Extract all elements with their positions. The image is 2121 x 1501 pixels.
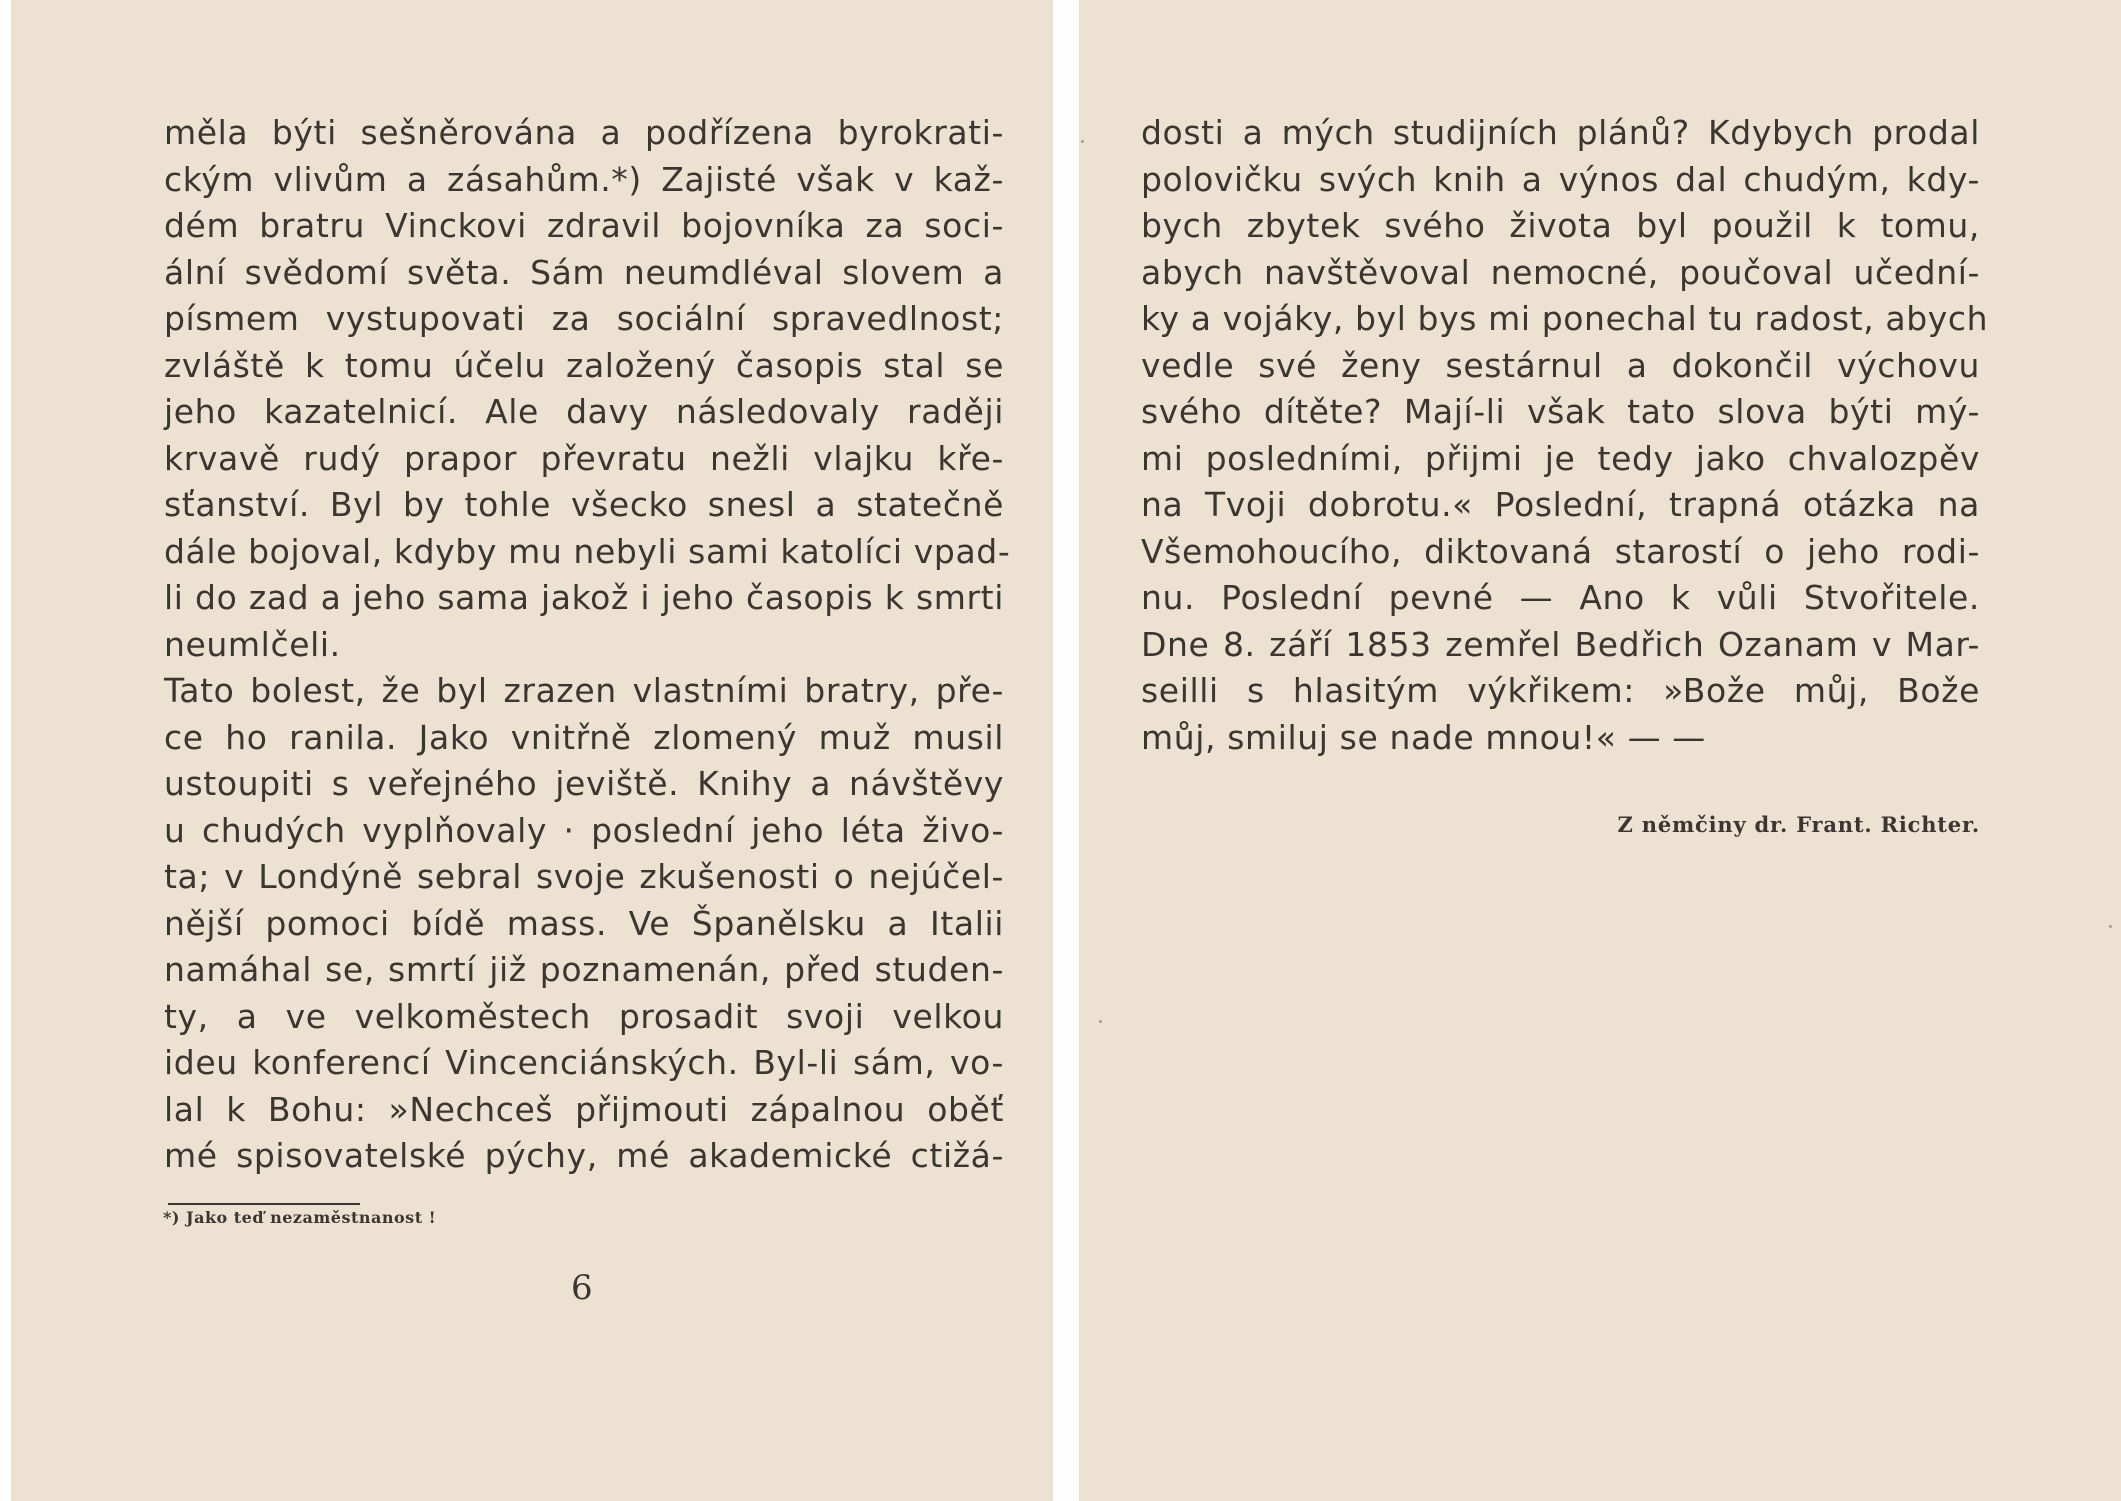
text-line: ky a vojáky, byl bys mi ponechal tu radost, abych xyxy=(1141,299,1989,338)
text-line: zvláště k tomu účelu založený časopis stal se xyxy=(164,345,1004,385)
text-line: nější pomoci bídě mass. Ve Španělsku a Italii xyxy=(164,903,1004,943)
footnote-divider xyxy=(168,1203,360,1205)
right-page xyxy=(1079,0,2121,1501)
text-line: sťanství. Byl by tohle všecko snesl a statečně xyxy=(164,485,1004,524)
paper-speck xyxy=(1081,140,1084,143)
text-line: Všemohoucího, diktovaná starostí o jeho rodi- xyxy=(1141,531,1980,571)
paper-speck xyxy=(1099,1020,1102,1023)
text-line: namáhal se, smrtí již poznamenán, před studen- xyxy=(164,950,1004,989)
text-line: Dne 8. září 1853 zemřel Bedřich Ozanam v Mar- xyxy=(1141,624,1980,664)
text-line: lal k Bohu: »Nechceš přijmouti zápalnou oběť xyxy=(164,1089,1004,1129)
text-line: ta; v Londýně sebral svoje zkušenosti o nejúčel- xyxy=(164,857,1004,896)
text-line: u chudých vyplňovaly · poslední jeho léta živo- xyxy=(164,810,1004,850)
text-line: ideu konferencí Vincenciánských. Byl-li sám, vo- xyxy=(164,1043,1004,1082)
text-line: ce ho ranila. Jako vnitřně zlomený muž musil xyxy=(164,717,1004,757)
left-page-body xyxy=(164,110,1011,1180)
page-number: 6 xyxy=(571,1268,593,1308)
text-line: mi posledními, přijmi je tedy jako chvalozpěv xyxy=(1141,438,1980,478)
text-line: nu. Poslední pevné — Ano k vůli Stvořitele. xyxy=(1141,578,1980,617)
text-line: ustoupiti s veřejného jeviště. Knihy a návštěvy xyxy=(164,764,1004,803)
text-line: můj, smiluj se nade mnou!« — — xyxy=(1141,717,1706,757)
text-line: jeho kazatelnicí. Ale davy následovaly raději xyxy=(164,392,1004,431)
right-page-body xyxy=(1141,110,1989,761)
text-line: polovičku svých knih a výnos dal chudým, kdy- xyxy=(1141,159,1980,199)
text-line: měla býti sešněrována a podřízena byrokrati- xyxy=(164,113,1004,152)
text-line: dém bratru Vinckovi zdravil bojovníka za soci- xyxy=(164,206,1004,245)
text-line: seilli s hlasitým výkřikem: »Bože můj, Bože xyxy=(1141,671,1980,710)
text-line: dosti a mých studijních plánů? Kdybych prodal xyxy=(1141,113,1980,152)
text-line: na Tvoji dobrotu.« Poslední, trapná otázka na xyxy=(1141,485,1980,524)
text-line: neumlčeli. xyxy=(164,624,341,664)
text-line: ty, a ve velkoměstech prosadit svoji velkou xyxy=(164,996,1004,1036)
left-page xyxy=(11,0,1053,1501)
text-line: ální svědomí světa. Sám neumdléval slovem a xyxy=(164,252,1004,292)
text-line: dále bojoval, kdyby mu nebyli sami katolíci vpad- xyxy=(164,531,1011,571)
text-line: svého dítěte? Mají-li však tato slova býti mý- xyxy=(1141,392,1980,431)
text-line: bych zbytek svého života byl použil k tomu, xyxy=(1141,206,1980,245)
text-line: vedle své ženy sestárnul a dokončil výchovu xyxy=(1141,345,1980,385)
paper-speck xyxy=(2109,925,2112,928)
text-line: písmem vystupovati za sociální spravedlnost; xyxy=(164,299,1004,338)
text-line: Tato bolest, že byl zrazen vlastními bratry, pře- xyxy=(164,671,1004,710)
footnote: *) Jako teď nezaměstnanost ! xyxy=(163,1208,437,1227)
text-line: ckým vlivům a zásahům.*) Zajisté však v kaž- xyxy=(164,159,1004,199)
text-line: li do zad a jeho sama jakož i jeho časopis k smrti xyxy=(164,578,1004,617)
text-line: krvavě rudý prapor převratu nežli vlajku kře- xyxy=(164,438,1004,478)
translator-signature: Z němčiny dr. Frant. Richter. xyxy=(1617,812,1980,837)
text-line: mé spisovatelské pýchy, mé akademické ctižá- xyxy=(164,1136,1004,1175)
text-line: abych navštěvoval nemocné, poučoval učední- xyxy=(1141,252,1980,292)
